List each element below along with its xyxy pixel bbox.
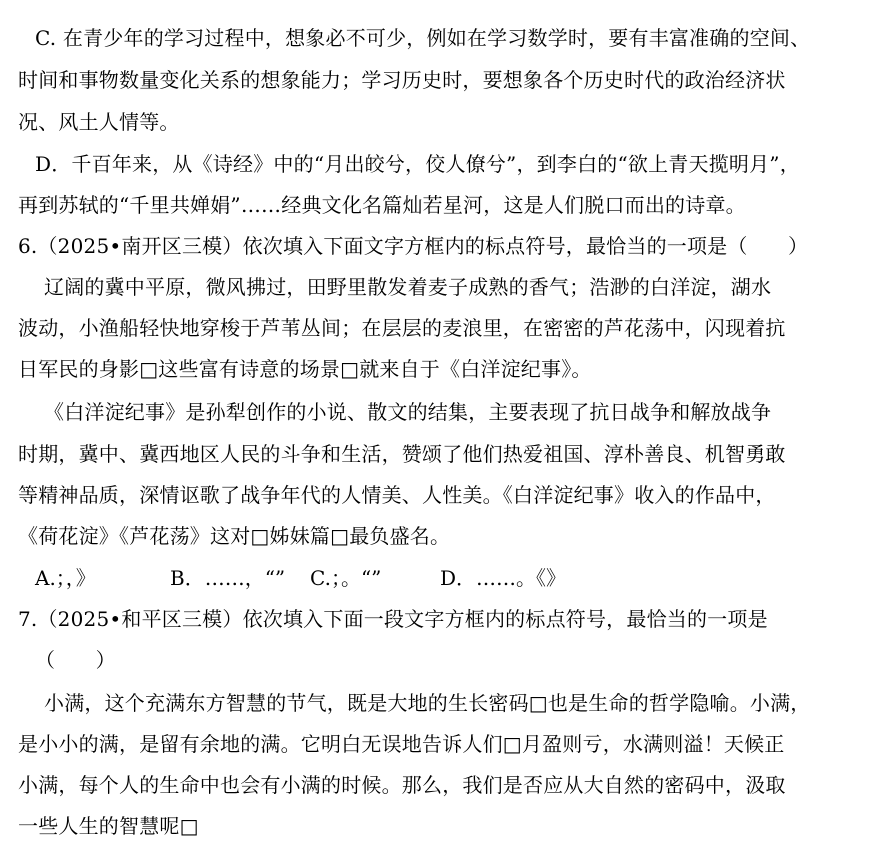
q7-passage-line-2: 是小小的满，是留有余地的满。它明白无误地告诉人们□月盈则亏，水满则溢！天候正 bbox=[18, 732, 785, 756]
q7-passage-line-3: 小满，每个人的生命中也会有小满的时候。那么，我们是否应从大自然的密码中，汲取 bbox=[18, 773, 786, 797]
q6-option-b: B．……，“” bbox=[170, 566, 286, 590]
q7-passage-line-1: 小满，这个充满东方智慧的节气，既是大地的生长密码□也是生命的哲学隐喻。小满， bbox=[44, 691, 811, 715]
option-c-line-2: 时间和事物数量变化关系的想象能力；学习历史时，要想象各个历史时代的政治经济状 bbox=[18, 68, 786, 92]
q6-option-c: C.；。“” bbox=[310, 566, 382, 590]
q6-passage-line-6: 等精神品质，深情讴歌了战争年代的人情美、人性美。《白洋淀纪事》收入的作品中， bbox=[18, 483, 776, 507]
option-d-line-1: D．千百年来，从《诗经》中的“月出皎兮，佼人僚兮”，到李白的“欲上青天揽明月”， bbox=[35, 152, 800, 176]
q6-option-a: A.；，》 bbox=[35, 566, 96, 590]
q6-passage-line-7: 《荷花淀》《芦花荡》这对□姊妹篇□最负盛名。 bbox=[18, 524, 451, 548]
q6-passage-line-2: 波动，小渔船轻快地穿梭于芦苇丛间；在层层的麦浪里，在密密的芦花荡中，闪现着抗 bbox=[18, 316, 786, 340]
option-c-line-1: C. 在青少年的学习过程中，想象必不可少，例如在学习数学时，要有丰富准确的空间、 bbox=[35, 26, 811, 50]
question-7-answer-blank: （ ） bbox=[35, 648, 116, 672]
q7-passage-line-4: 一些人生的智慧呢□ bbox=[18, 814, 199, 838]
option-d-line-2: 再到苏轼的“千里共婵娟”……经典文化名篇灿若星河，这是人们脱口而出的诗章。 bbox=[18, 193, 746, 217]
q6-passage-line-3: 日军民的身影□这些富有诗意的场景□就来自于《白洋淀纪事》。 bbox=[18, 357, 592, 381]
q6-option-d: D．……。《》 bbox=[440, 566, 567, 590]
option-c-line-3: 况、风土人情等。 bbox=[18, 110, 180, 134]
q6-passage-line-1: 辽阔的冀中平原，微风拂过，田野里散发着麦子成熟的香气；浩渺的白洋淀，湖水 bbox=[44, 275, 772, 299]
question-7-stem: 7.（2025•和平区三模）依次填入下面一段文字方框内的标点符号，最恰当的一项是 bbox=[18, 607, 768, 631]
q6-passage-line-5: 时期，冀中、冀西地区人民的斗争和生活，赞颂了他们热爱祖国、淳朴善良、机智勇敢 bbox=[18, 442, 786, 466]
question-6-stem: 6.（2025•南开区三模）依次填入下面文字方框内的标点符号，最恰当的一项是（ ） bbox=[18, 234, 809, 258]
q6-passage-line-4: 《白洋淀纪事》是孙犁创作的小说、散文的结集，主要表现了抗日战争和解放战争 bbox=[44, 400, 772, 424]
